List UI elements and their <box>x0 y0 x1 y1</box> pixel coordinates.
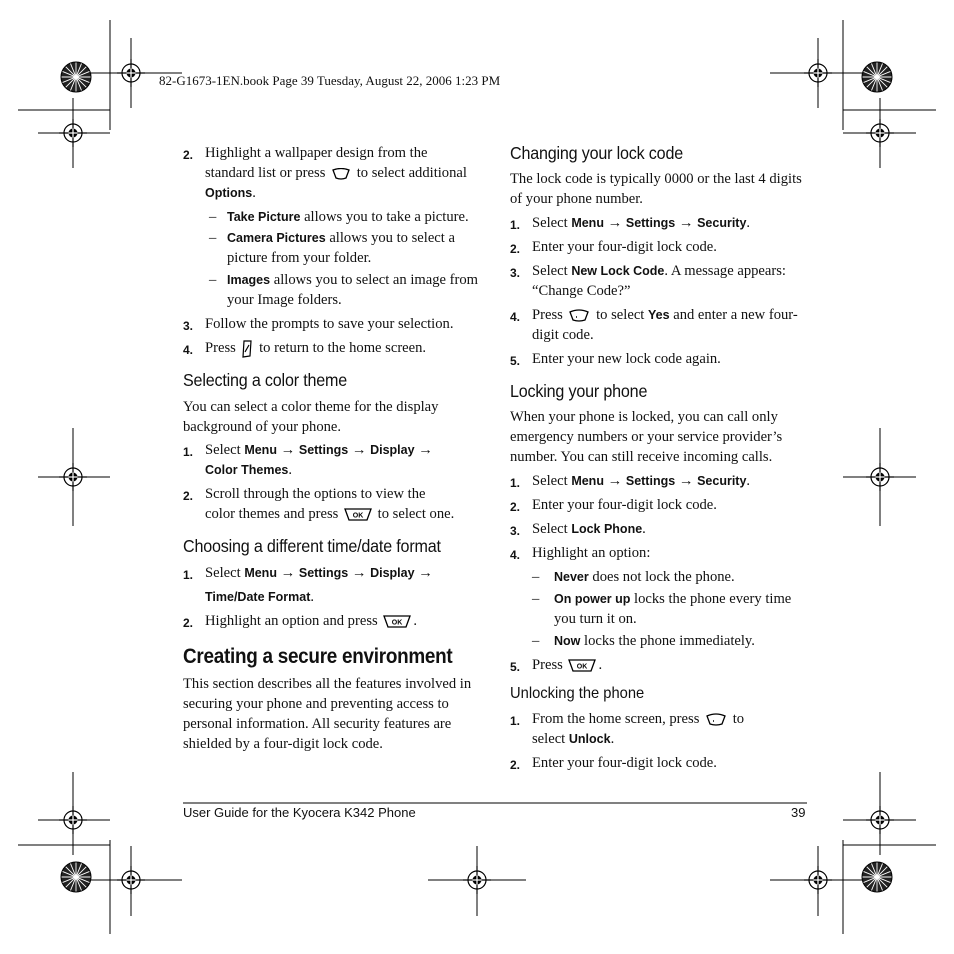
unlock-label: Unlock <box>568 732 611 746</box>
left-softkey-icon <box>331 168 351 180</box>
never-label: Never <box>554 570 589 584</box>
security-label: Security <box>697 216 747 230</box>
security-label: Security <box>697 474 747 488</box>
heading-locking-phone: Locking your phone <box>510 381 648 401</box>
new-lock-code-label: New Lock Code <box>571 264 665 278</box>
svg-text:OK: OK <box>392 619 403 627</box>
left-softkey-icon <box>705 713 727 726</box>
menu-label: Menu <box>571 216 604 230</box>
book-slug-line: 82-G1673-1EN.book Page 39 Tuesday, August 22, 2006 1:23 PM <box>159 73 501 88</box>
heading-change-lock-code: Changing your lock code <box>510 143 683 163</box>
lock-phone-label: Lock Phone <box>571 522 643 536</box>
now-label: Now <box>554 634 581 648</box>
svg-text:OK: OK <box>352 512 364 520</box>
ok-key-icon <box>383 615 411 628</box>
color-themes-label: Color Themes <box>205 463 289 477</box>
secure-environment-paragraph: This section describes all the features involved in securing your phone and preventing access to personal information. All security features are shielded by a four-digit lock code. <box>183 676 472 752</box>
lock-code-intro: The lock code is typically 0000 or the last 4 digits of your phone number. <box>510 171 802 207</box>
settings-label: Settings <box>625 474 676 488</box>
heading-color-theme: Selecting a color theme <box>183 370 348 390</box>
left-softkey-icon <box>568 309 590 322</box>
images-label: Images <box>227 273 271 287</box>
heading-time-date-format: Choosing a different time/date format <box>183 536 441 556</box>
display-label: Display <box>370 443 415 457</box>
heading-unlocking-phone: Unlocking the phone <box>510 685 645 702</box>
end-key-icon <box>241 340 253 358</box>
page-number: 39 <box>791 805 806 820</box>
ok-key-icon <box>568 659 596 672</box>
menu-label: Menu <box>244 566 277 580</box>
camera-pictures-label: Camera Pictures <box>227 231 326 245</box>
locking-intro: When your phone is locked, you can call only emergency numbers or your service provider’s number. You can still receive incoming calls. <box>510 409 783 465</box>
options-menu-label: Options <box>205 186 253 200</box>
on-power-up-label: On power up <box>554 592 631 606</box>
time-date-format-label: Time/Date Format <box>205 590 311 604</box>
ok-key-icon <box>344 508 372 521</box>
settings-label: Settings <box>298 566 349 580</box>
menu-label: Menu <box>571 474 604 488</box>
settings-label: Settings <box>298 443 349 457</box>
take-picture-label: Take Picture <box>227 210 301 224</box>
yes-label: Yes <box>648 308 670 322</box>
color-theme-intro: You can select a color theme for the display background of your phone. <box>183 399 439 435</box>
heading-secure-environment: Creating a secure environment <box>183 645 453 668</box>
settings-label: Settings <box>625 216 676 230</box>
display-label: Display <box>370 566 415 580</box>
svg-text:OK: OK <box>577 663 588 671</box>
footer-guide-title: User Guide for the Kyocera K342 Phone <box>183 805 416 820</box>
menu-label: Menu <box>244 443 277 457</box>
